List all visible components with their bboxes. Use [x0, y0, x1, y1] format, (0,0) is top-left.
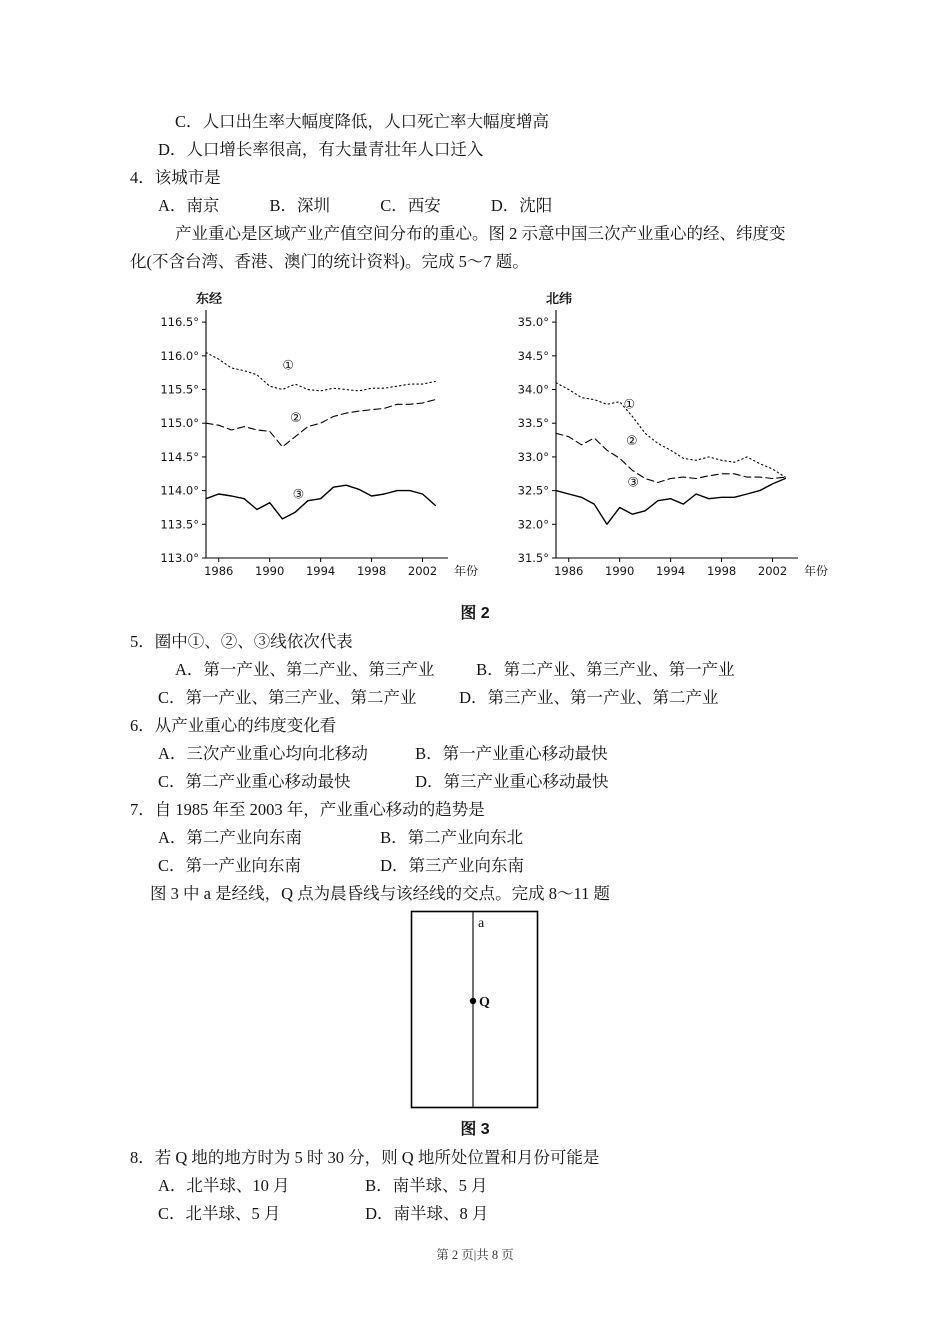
- figure3-svg: [410, 910, 540, 1110]
- svg-text:年份: 年份: [454, 564, 479, 578]
- svg-text:③: ③: [627, 475, 639, 491]
- q6-options-row2: [0, 768, 950, 796]
- svg-text:114.0°: 114.0°: [160, 483, 199, 498]
- svg-text:31.5°: 31.5°: [517, 551, 549, 565]
- option-line-d: D．人口增长率很高，有大量青壮年人口迁入: [158, 140, 484, 159]
- q8-stem: 8．若 Q 地的地方时为 5 时 30 分，则 Q 地所处位置和月份可能是: [130, 1148, 600, 1167]
- page-number: 第 2 页|共 8 页: [436, 1248, 514, 1262]
- q7-option-b: B．第二产业向东北: [380, 828, 524, 847]
- q5-option-d: D．第三产业、第一产业、第二产业: [459, 688, 719, 707]
- q7-options-row1: [0, 824, 950, 852]
- svg-text:33.0°: 33.0°: [517, 449, 549, 464]
- q8-option-b: B．南半球、5 月: [365, 1176, 488, 1195]
- q6-stem: 6．从产业重心的纬度变化看: [130, 716, 337, 735]
- fig2-intro-line2: 化(不含台湾、香港、澳门的统计资料)。完成 5～7 题。: [130, 252, 529, 271]
- q5-options-row1: [0, 656, 950, 684]
- svg-text:1994: 1994: [305, 564, 336, 578]
- svg-text:114.5°: 114.5°: [160, 449, 199, 464]
- q4-option-d: D．沈阳: [490, 196, 553, 215]
- svg-text:北纬: 北纬: [546, 292, 573, 307]
- svg-text:年份: 年份: [804, 564, 829, 578]
- q4-stem: 4．该城市是: [130, 168, 221, 187]
- svg-text:③: ③: [292, 487, 305, 503]
- q8-option-d: D．南半球、8 月: [365, 1204, 489, 1223]
- q5-options-row2: [0, 684, 950, 712]
- option-line-c: C．人口出生率大幅度降低，人口死亡率大幅度增高: [175, 112, 550, 131]
- svg-text:116.0°: 116.0°: [160, 348, 199, 363]
- svg-text:①: ①: [282, 358, 295, 374]
- q5-stem: 5．圈中①、②、③线依次代表: [130, 632, 353, 651]
- latitude-chart: [498, 286, 838, 594]
- q6-option-d: D．第三产业重心移动最快: [415, 772, 609, 791]
- svg-text:②: ②: [626, 433, 638, 449]
- q7-options-row2: [0, 852, 950, 880]
- svg-text:113.5°: 113.5°: [160, 517, 199, 532]
- svg-text:113.0°: 113.0°: [160, 551, 199, 565]
- svg-text:116.5°: 116.5°: [160, 315, 199, 330]
- point-q-label: Q: [479, 995, 490, 1010]
- q6-option-c: C．第二产业重心移动最快: [158, 772, 351, 791]
- q7-stem: 7．自 1985 年至 2003 年，产业重心移动的趋势是: [130, 800, 485, 819]
- point-q-dot: [470, 998, 476, 1004]
- svg-text:115.5°: 115.5°: [160, 382, 199, 397]
- q8-options-row2: [0, 1200, 950, 1228]
- svg-text:2002: 2002: [407, 564, 438, 578]
- figure3-frame: [412, 912, 538, 1108]
- q7-option-c: C．第一产业向东南: [158, 856, 302, 875]
- figure3-caption: 图 3: [460, 1121, 490, 1138]
- q7-option-d: D．第三产业向东南: [380, 856, 525, 875]
- q4-option-b: B．深圳: [269, 196, 331, 215]
- q8-option-c: C．北半球、5 月: [158, 1204, 281, 1223]
- svg-text:32.0°: 32.0°: [517, 517, 549, 532]
- svg-text:1994: 1994: [655, 564, 686, 578]
- svg-text:1998: 1998: [706, 564, 737, 578]
- svg-text:2002: 2002: [757, 564, 788, 578]
- svg-text:1986: 1986: [554, 564, 584, 578]
- svg-text:1986: 1986: [204, 564, 234, 578]
- figure2: [148, 286, 950, 594]
- fig3-intro: 图 3 中 a 是经线，Q 点为晨昏线与该经线的交点。完成 8～11 题: [150, 884, 611, 903]
- meridian-label: a: [478, 916, 485, 931]
- q8-option-a: A．北半球、10 月: [158, 1176, 290, 1195]
- svg-text:34.5°: 34.5°: [517, 348, 549, 363]
- svg-text:东经: 东经: [196, 292, 223, 307]
- q5-option-a: A．第一产业、第二产业、第三产业: [175, 660, 435, 679]
- svg-text:1990: 1990: [605, 564, 635, 578]
- svg-text:34.0°: 34.0°: [517, 382, 549, 397]
- q4-option-c: C．西安: [380, 196, 441, 215]
- q4-options: [0, 192, 950, 220]
- figure3: [410, 910, 950, 1110]
- q5-option-b: B．第二产业、第三产业、第一产业: [476, 660, 735, 679]
- svg-text:115.0°: 115.0°: [160, 416, 199, 431]
- q6-option-b: B．第一产业重心移动最快: [415, 744, 608, 763]
- svg-text:35.0°: 35.0°: [517, 315, 549, 330]
- svg-text:1998: 1998: [356, 564, 387, 578]
- svg-text:①: ①: [623, 397, 636, 413]
- q4-option-a: A．南京: [158, 196, 220, 215]
- q5-option-c: C．第一产业、第三产业、第二产业: [158, 688, 417, 707]
- q6-options-row1: [0, 740, 950, 768]
- longitude-chart: [148, 286, 488, 594]
- svg-text:1990: 1990: [255, 564, 285, 578]
- fig2-intro-line1: 产业重心是区域产业产值空间分布的重心。图 2 示意中国三次产业重心的经、纬度变: [175, 224, 786, 243]
- svg-text:33.5°: 33.5°: [517, 416, 549, 431]
- q6-option-a: A．三次产业重心均向北移动: [158, 744, 368, 763]
- figure2-caption: 图 2: [460, 605, 490, 622]
- svg-text:32.5°: 32.5°: [517, 483, 549, 498]
- q7-option-a: A．第二产业向东南: [158, 828, 302, 847]
- q8-options-row1: [0, 1172, 950, 1200]
- svg-text:②: ②: [290, 410, 302, 426]
